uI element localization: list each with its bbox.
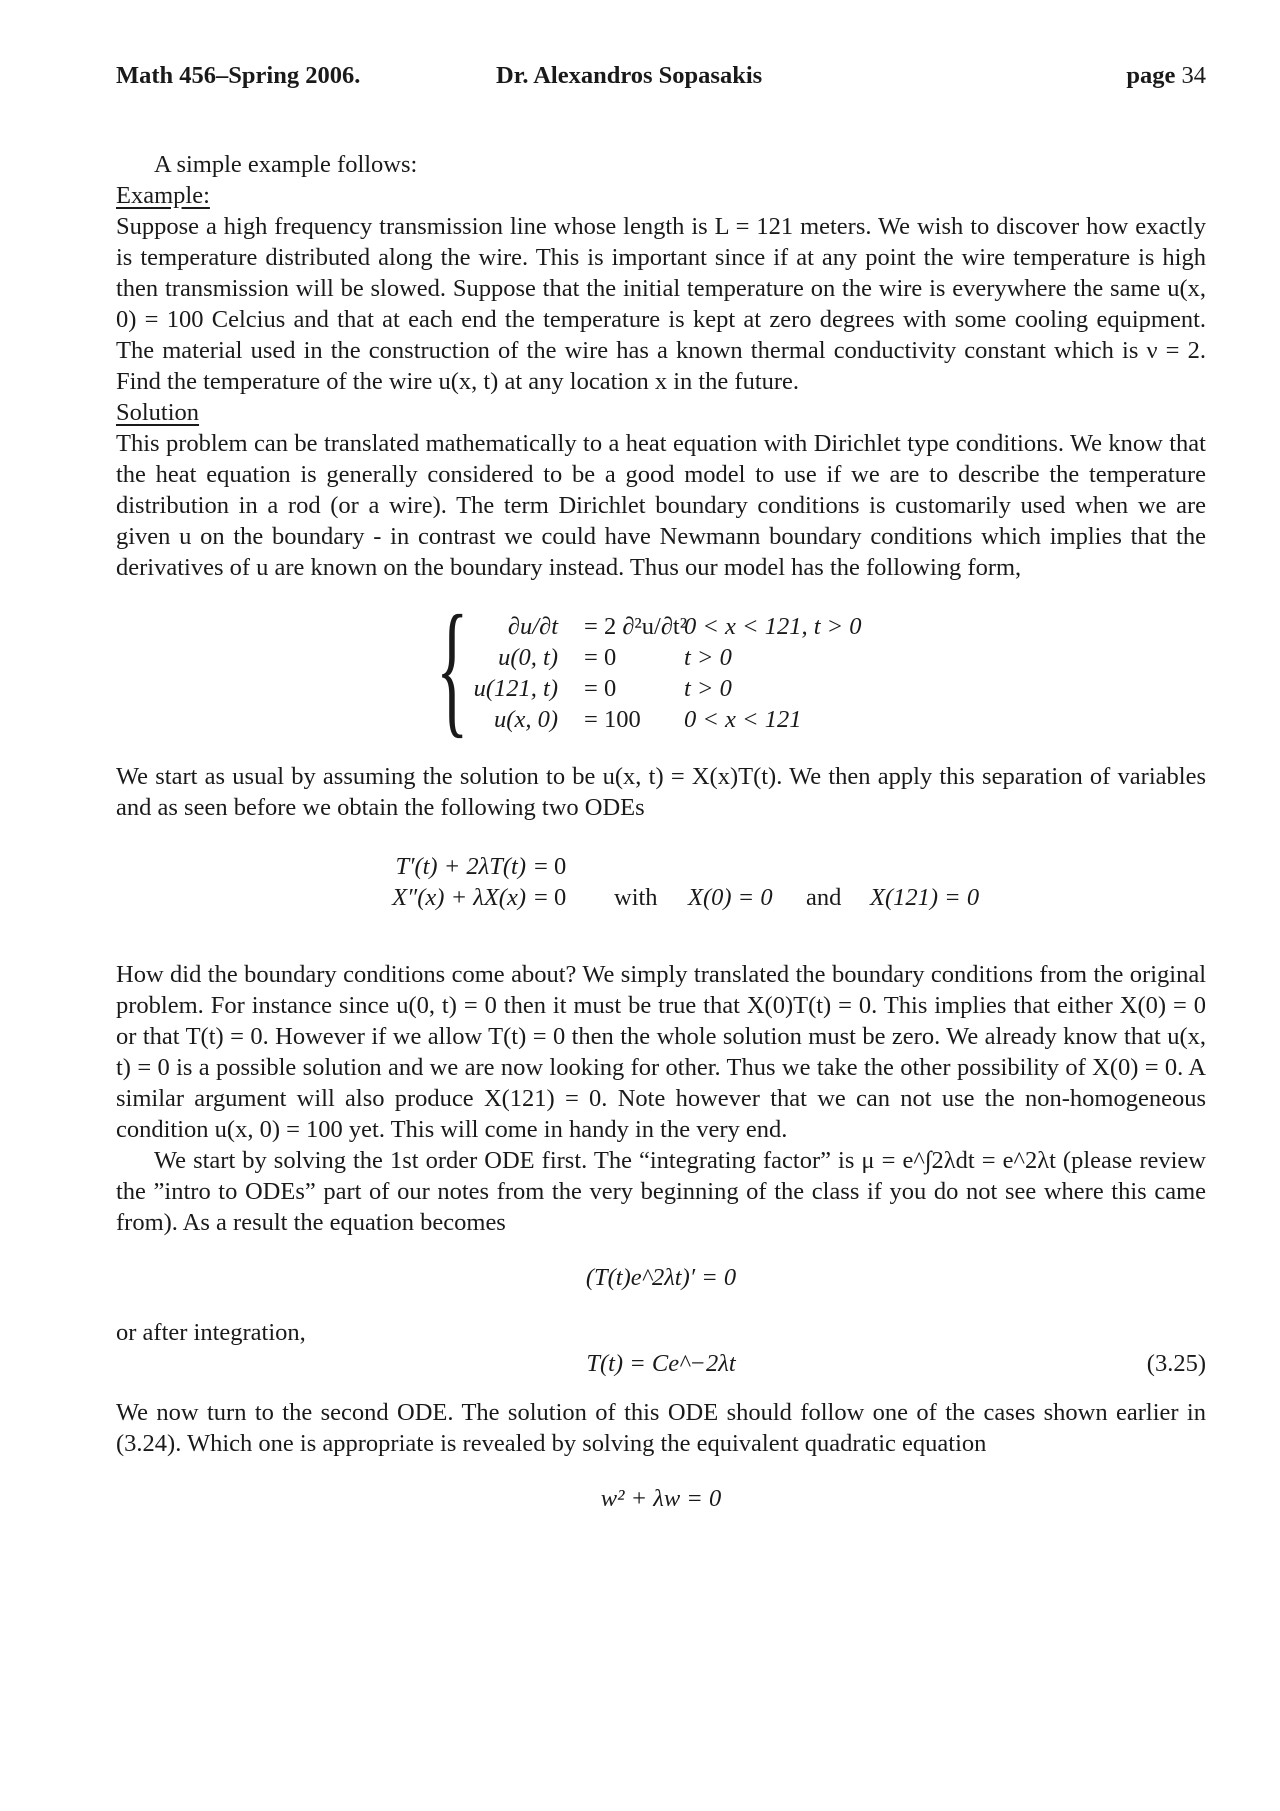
- heat-equation-system: [116, 585, 1206, 751]
- integrating-paragraph: We start by solving the 1st order ODE first. The “integrating factor” is μ = e^∫2λdt = e^2λt (please review the ”intro to ODEs” part of our notes from the very beginning of the class if you do not see where this came from). As a result the equation becomes: [116, 1147, 1206, 1236]
- author-name: Dr. Alexandros Sopasakis: [496, 62, 763, 89]
- solution-paragraph: This problem can be translated mathematically to a heat equation with Dirichlet type conditions. We know that the heat equation is generally considered to be a good model to use if we are to describe the temperature distribution in a rod (or a wire). The term Dirichlet boundary conditions is customarily used when we are given u on the boundary - in contrast we could have Newmann boundary conditions which implies that the derivatives of u are known on the boundary instead. Thus our model has the following form,: [116, 430, 1206, 581]
- example-paragraph: Suppose a high frequency transmission line whose length is L = 121 meters. We wish to discover how exactly is temperature distributed along the wire. This is important since if at any point the wire temperature is high then transmission will be slowed. Suppose that the initial temperature on the wire is everywhere the same u(x, 0) = 100 Celcius and that at each end the temperature is kept at zero degrees with some cooling equipment. The material used in the construction of the wire has a known thermal conductivity constant which is ν = 2. Find the temperature of the wire u(x, t) at any location x in the future.: [116, 213, 1206, 395]
- system-rhs: = 0: [584, 675, 617, 702]
- page-number: 34: [1181, 62, 1206, 89]
- system-rhs: = 100: [584, 706, 641, 733]
- ode-1-rhs: = 0: [534, 853, 567, 880]
- course-title: Math 456–Spring 2006.: [116, 62, 361, 89]
- ode-1-lhs: T′(t) + 2λT(t): [395, 853, 526, 880]
- system-lhs: ∂u/∂t: [507, 613, 558, 640]
- system-row: [116, 642, 1206, 673]
- page-label: page: [1126, 62, 1176, 89]
- ode-2-lhs: X″(x) + λX(x): [392, 884, 526, 911]
- page-header: [116, 60, 1206, 91]
- separation-paragraph: We start as usual by assuming the solution to be u(x, t) = X(x)T(t). We then apply this separation of variables and as seen before we obtain the following two ODEs: [116, 763, 1206, 821]
- system-lhs: u(x, 0): [494, 706, 558, 733]
- solution-label: Solution: [116, 399, 200, 426]
- system-condition: 0 < x < 121: [684, 706, 802, 733]
- after-integration-text: or after integration,: [116, 1319, 306, 1346]
- system-row: [116, 611, 1206, 642]
- system-rhs: = 2 ∂²u/∂t²: [584, 613, 688, 640]
- equation-number: (3.25): [1146, 1350, 1206, 1377]
- boundary-paragraph: How did the boundary conditions come about? We simply translated the boundary conditions from the original problem. For instance since u(0, t) = 0 then it must be true that X(0)T(t) = 0. This implies that either X(0) = 0 or that T(t) = 0. However if we allow T(t) = 0 then the whole solution must be zero. We already know that u(x, t) = 0 is a possible solution and we are now looking for other. Thus we take the other possibility of X(0) = 0. A similar argument will also produce X(121) = 0. Note however that we can not use the non-homogeneous condition u(x, 0) = 100 yet. This will come in handy in the very end.: [116, 961, 1206, 1143]
- quadratic-equation: w² + λw = 0: [600, 1485, 722, 1512]
- system-condition: t > 0: [684, 675, 732, 702]
- ode-2-rhs: = 0: [534, 884, 567, 911]
- page-indicator: [1126, 60, 1206, 91]
- ode-2: [116, 882, 526, 913]
- system-row: [116, 704, 1206, 735]
- with-word: with: [614, 884, 658, 911]
- boundary-condition-1: X(0) = 0: [688, 884, 773, 911]
- intro-line: A simple example follows:: [154, 151, 418, 178]
- system-condition: 0 < x < 121, t > 0: [684, 613, 862, 640]
- system-lhs: u(121, t): [473, 675, 558, 702]
- equation-3-25: [116, 1348, 1206, 1379]
- system-rhs: = 0: [584, 644, 617, 671]
- example-label: Example:: [116, 182, 210, 209]
- system-lhs: u(0, t): [498, 644, 558, 671]
- ode-pair: [116, 851, 1206, 941]
- and-word: and: [806, 884, 842, 911]
- boundary-condition-2: X(121) = 0: [870, 884, 980, 911]
- left-brace: {: [436, 585, 469, 751]
- T-solution-equation: T(t) = Ce^−2λt: [586, 1350, 736, 1377]
- second-ode-paragraph: We now turn to the second ODE. The solution of this ODE should follow one of the cases shown earlier in (3.24). Which one is appropriate is revealed by solving the equivalent quadratic equation: [116, 1399, 1206, 1457]
- ode-1: [116, 851, 526, 882]
- product-equation: (T(t)e^2λt)′ = 0: [585, 1264, 737, 1291]
- document-page: [116, 60, 1206, 1780]
- system-condition: t > 0: [684, 644, 732, 671]
- system-row: [116, 673, 1206, 704]
